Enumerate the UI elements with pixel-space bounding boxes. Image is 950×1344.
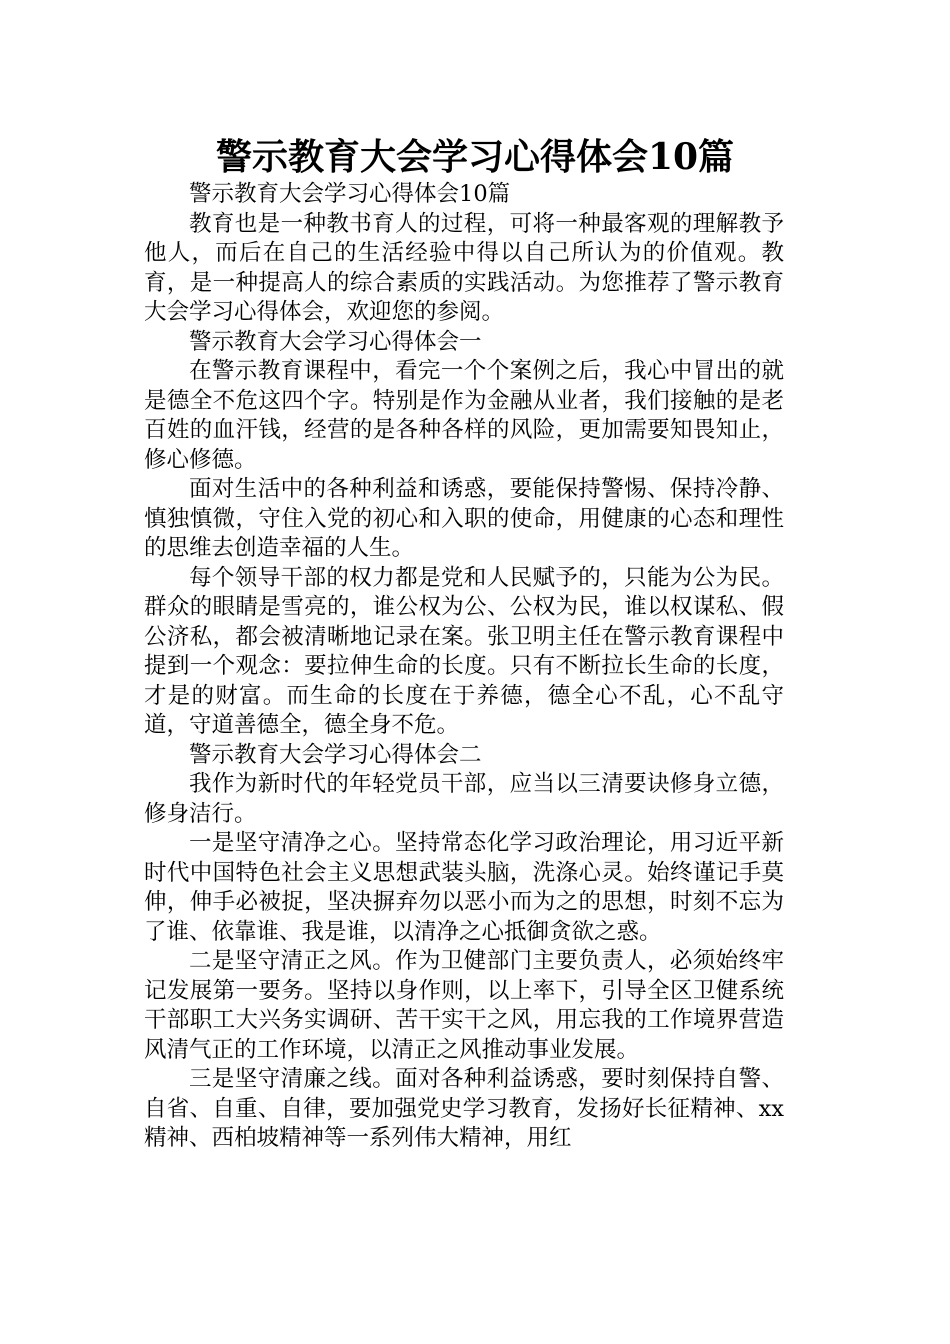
body-paragraph: 警示教育大会学习心得体会10篇 bbox=[189, 181, 511, 207]
body-paragraph: 我作为新时代的年轻党员干部，应当以三清要诀修身立德，修身洁行。 bbox=[144, 771, 784, 827]
body-paragraph: 在警示教育课程中，看完一个个案例之后，我心中冒出的就是德全不危这四个字。特别是作为金融从业者，我们接触的是老百姓的血汗钱，经营的是各种各样的风险，更加需要知畏知止，修心修德。 bbox=[144, 358, 784, 473]
section-heading: 警示教育大会学习心得体会二 bbox=[189, 741, 482, 768]
body-paragraph: 三是坚守清廉之线。面对各种利益诱惑，要时刻保持自警、自省、自重、自律，要加强党史学习教育，发扬好长征精神、xx精神、西柏坡精神等一系列伟大精神，用红 bbox=[144, 1066, 784, 1151]
body-paragraph: 教育也是一种教书育人的过程，可将一种最客观的理解教予他人，而后在自己的生活经验中得以自己所认为的价值观。教育，是一种提高人的综合素质的实践活动。为您推荐了警示教育大会学习心得体会，欢迎您的参阅。 bbox=[144, 210, 784, 325]
body-paragraph: 二是坚守清正之风。作为卫健部门主要负责人，必须始终牢记发展第一要务。坚持以身作则，以上率下，引导全区卫健系统干部职工大兴务实调研、苦干实干之风，用忘我的工作境界营造风清气正的工作环境，以清正之风推动事业发展。 bbox=[144, 948, 784, 1063]
document-body bbox=[144, 180, 784, 1154]
document-title: 警示教育大会学习心得体会10篇 bbox=[215, 136, 735, 178]
body-paragraph: 每个领导干部的权力都是党和人民赋予的，只能为公为民。群众的眼睛是雪亮的，谁公权为公、公权为民，谁以权谋私、假公济私，都会被清晰地记录在案。张卫明主任在警示教育课程中提到一个观念：要拉伸生命的长度。只有不断拉长生命的长度，才是的财富。而生命的长度在于养德，德全心不乱，心不乱守道，守道善德全，德全身不危。 bbox=[144, 564, 784, 738]
body-paragraph: 一是坚守清净之心。坚持常态化学习政治理论，用习近平新时代中国特色社会主义思想武装头脑，洗涤心灵。始终谨记手莫伸，伸手必被捉，坚决摒弃勿以恶小而为之的思想，时刻不忘为了谁、依靠谁、我是谁，以清净之心抵御贪欲之惑。 bbox=[144, 830, 784, 945]
body-paragraph: 面对生活中的各种利益和诱惑，要能保持警惕、保持冷静、慎独慎微，守住入党的初心和入职的使命，用健康的心态和理性的思维去创造幸福的人生。 bbox=[144, 476, 784, 561]
section-heading: 警示教育大会学习心得体会一 bbox=[189, 328, 482, 355]
